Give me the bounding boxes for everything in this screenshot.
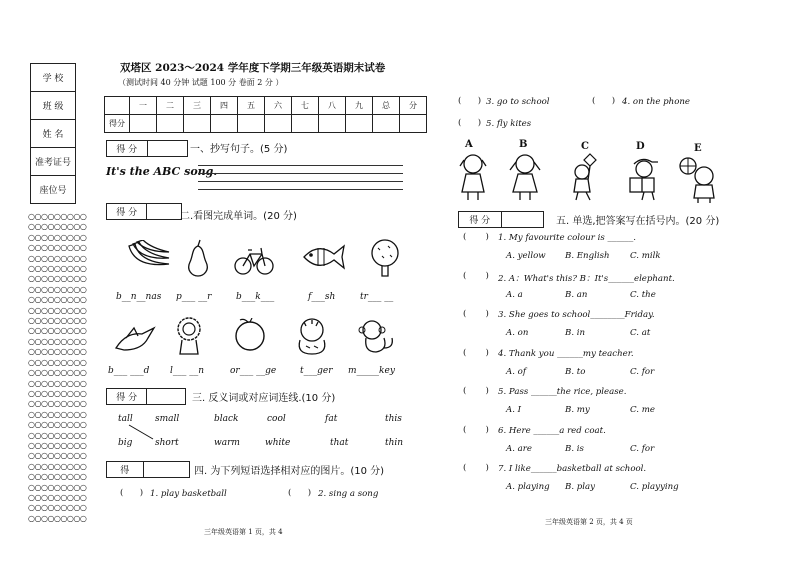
score-box-label: 得 分 xyxy=(459,212,502,227)
writing-line xyxy=(198,189,403,190)
question-text: 2. A：What's this? B：It's______elephant. xyxy=(498,273,675,284)
section5-heading: 五. 单选,把答案写在括号内。(20 分) xyxy=(556,216,720,227)
picture-letter: D xyxy=(636,141,645,152)
answer-paren[interactable]: ( ) xyxy=(288,488,312,498)
section2-heading: 二.看图完成单词。(20 分) xyxy=(180,211,297,222)
score-cell[interactable] xyxy=(238,115,265,133)
option-text: C. the xyxy=(630,289,656,300)
score-box xyxy=(106,140,188,157)
option-text: C. playying xyxy=(630,482,679,492)
word-blank: b___ ___d xyxy=(108,366,150,376)
score-table xyxy=(104,96,427,133)
answer-paren[interactable]: ( ) xyxy=(458,96,482,106)
footer-left: 三年级英语第 1 页，共 4 xyxy=(204,528,283,536)
antonym-word: that xyxy=(330,438,349,448)
score-cell[interactable] xyxy=(211,115,238,133)
option-text: C. milk xyxy=(630,251,661,261)
score-header-cell: 六 xyxy=(265,97,292,115)
score-header-cell: 总 xyxy=(373,97,400,115)
score-cell[interactable] xyxy=(292,115,319,133)
seal-line-dots: ○○○○○○○○○ ○○○○○○○○○ ○○○○○○○○○ ○○○○○○○○○ ○○○○○○○○○ ○○○○○○○○○ ○○○○○○○○○ ○○○○○○○○○ ○○○○○○○○○ ○○○○○○○○○ ○○○○○○○○○ ○○○○○○○○○ ○○○○○○○○○ ○○○○○○○○○ ○○○○○○○○○ ○○○○○○○○○ ○○○○○○○○○ ○○○○○○○○○ ○○○○○○○○○ ○○○○○○○○○ ○○○○○○○○○ ○○○○○○○○○ ○○○○○○○○○ ○○○○○○○○○ ○○○○○○○○○ ○○○○○○○○○ ○○○○○○○○○ ○○○○○○○○○ ○○○○○○○○○ ○○○○○○○○○ xyxy=(28,212,87,523)
word-blank: or___ __ge xyxy=(230,366,277,376)
score-cell[interactable] xyxy=(400,115,427,133)
word-blank: p___ __r xyxy=(176,292,212,302)
lion-picture xyxy=(172,316,206,356)
antonym-word: big xyxy=(118,438,133,448)
answer-paren[interactable]: ( ) xyxy=(458,118,482,128)
section4-heading: 四. 为下列短语选择相对应的图片。(10 分) xyxy=(194,466,385,477)
score-box-label: 得 分 xyxy=(107,389,147,404)
question-text: 6. Here ______a red coat. xyxy=(498,425,606,436)
boy-kite-picture xyxy=(566,152,606,202)
answer-paren[interactable]: ( ) xyxy=(463,270,489,281)
word-blank: b__n__nas xyxy=(116,292,162,302)
option-text: B. an xyxy=(565,289,588,300)
antonym-word: white xyxy=(265,438,291,448)
boy-basketball-picture xyxy=(678,156,722,204)
answer-paren[interactable]: ( ) xyxy=(463,386,489,396)
option-text: C. at xyxy=(630,328,651,338)
question-text: 7. I like______basketball at school. xyxy=(498,464,647,474)
option-text: A. a xyxy=(506,289,523,300)
girl-singing-picture xyxy=(508,152,542,202)
question-text: 1. My favourite colour is ______. xyxy=(498,233,636,243)
antonym-word: thin xyxy=(385,438,404,448)
score-header-cell: 八 xyxy=(319,97,346,115)
score-box-label: 得 分 xyxy=(107,141,148,156)
picture-letter: C xyxy=(581,141,589,152)
score-header-cell: 二 xyxy=(157,97,184,115)
writing-line xyxy=(198,181,403,182)
score-header-cell: 七 xyxy=(292,97,319,115)
phrase-item: 2. sing a song xyxy=(318,489,379,499)
option-text: C. for xyxy=(630,366,655,377)
picture-letter: A xyxy=(465,139,473,150)
option-text: C. me xyxy=(630,405,655,415)
score-header-cell: 一 xyxy=(130,97,157,115)
option-text: A. are xyxy=(506,443,532,454)
footer-right: 三年级英语第 2 页，共 4 页 xyxy=(545,518,633,526)
score-header-cell: 五 xyxy=(238,97,265,115)
word-blank: t___ger xyxy=(300,366,333,376)
tiger-picture xyxy=(292,316,332,356)
option-text: B. in xyxy=(565,328,586,338)
answer-paren[interactable]: ( ) xyxy=(463,309,489,319)
phrase-item: 1. play basketball xyxy=(150,489,227,499)
score-box xyxy=(458,211,544,228)
bananas-picture xyxy=(125,240,173,274)
section3-heading: 三. 反义词或对应词连线.(10 分) xyxy=(192,393,336,404)
option-text: A. of xyxy=(506,366,527,377)
word-blank: f___sh xyxy=(308,292,336,302)
answer-paren[interactable]: ( ) xyxy=(463,232,489,242)
phrase-item: 3. go to school xyxy=(486,97,550,107)
copy-sentence: It's the ABC song. xyxy=(106,165,218,178)
picture-letter: B xyxy=(519,139,528,150)
option-text: A. on xyxy=(506,328,529,338)
tree-picture xyxy=(368,238,402,278)
antonym-word: small xyxy=(155,414,180,424)
score-header-cell xyxy=(105,97,130,115)
score-box-label: 得 分 xyxy=(107,204,147,219)
seat-label: 座位号 xyxy=(39,186,67,196)
name-label: 姓 名 xyxy=(31,120,75,148)
word-blank: b___k___ xyxy=(236,292,275,302)
score-cell[interactable] xyxy=(130,115,157,133)
bird-picture xyxy=(112,324,158,356)
antonym-word: cool xyxy=(267,414,286,424)
page-subtitle: （测试时间 40 分钟 试题 100 分 卷面 2 分 ） xyxy=(118,78,284,87)
score-box xyxy=(106,461,190,478)
antonym-word: tall xyxy=(118,414,133,424)
answer-paren[interactable]: ( ) xyxy=(463,424,489,435)
option-text: B. English xyxy=(565,251,610,261)
score-box-label: 得 xyxy=(107,462,144,477)
question-text: 4. Thank you ______my teacher. xyxy=(498,348,634,359)
fish-picture xyxy=(300,240,348,274)
answer-paren[interactable]: ( ) xyxy=(463,463,489,473)
phrase-item: 5. fly kites xyxy=(486,119,532,129)
score-row-label: 得分 xyxy=(105,115,130,133)
score-box xyxy=(106,203,182,220)
class-label: 班 级 xyxy=(31,92,75,120)
score-header-cell: 四 xyxy=(211,97,238,115)
question-text: 3. She goes to school________Friday. xyxy=(498,310,655,320)
antonym-word: fat xyxy=(325,414,338,424)
score-header-cell: 三 xyxy=(184,97,211,115)
score-cell[interactable] xyxy=(184,115,211,133)
score-box xyxy=(106,388,186,405)
exam-id-label: 准考证号 xyxy=(31,148,75,176)
question-text: 5. Pass ______the rice, please. xyxy=(498,387,627,397)
option-text: A. I xyxy=(506,405,522,415)
orange-picture xyxy=(232,318,268,352)
writing-line xyxy=(198,165,403,166)
picture-letter: E xyxy=(694,143,702,154)
school-label: 学 校 xyxy=(31,64,75,92)
word-blank: m_____key xyxy=(348,366,395,376)
score-cell[interactable] xyxy=(319,115,346,133)
score-header-cell: 分 xyxy=(400,97,427,115)
option-text: B. my xyxy=(565,405,590,415)
student-info-box xyxy=(30,63,76,204)
score-header-cell: 九 xyxy=(346,97,373,115)
writing-line xyxy=(198,173,403,174)
antonym-word: short xyxy=(155,438,179,448)
pear-picture xyxy=(184,238,212,278)
option-text: B. play xyxy=(565,482,596,492)
answer-paren[interactable]: ( ) xyxy=(463,347,489,358)
score-cell[interactable] xyxy=(157,115,184,133)
answer-paren[interactable]: ( ) xyxy=(592,96,616,106)
girl-phone-picture xyxy=(456,152,490,202)
section1-heading: 一、抄写句子。(5 分) xyxy=(190,144,288,155)
score-cell[interactable] xyxy=(346,115,373,133)
antonym-word: this xyxy=(385,414,402,424)
phrase-item: 4. on the phone xyxy=(622,97,691,107)
option-text: A. yellow xyxy=(506,251,546,261)
antonym-word: black xyxy=(214,414,239,424)
word-blank: tr___ __ xyxy=(360,292,394,302)
score-cell[interactable] xyxy=(373,115,400,133)
boy-school-picture xyxy=(624,154,664,202)
answer-paren[interactable]: ( ) xyxy=(120,488,144,498)
bike-picture xyxy=(234,244,274,276)
score-cell[interactable] xyxy=(265,115,292,133)
page-title: 双塔区 2023～2024 学年度下学期三年级英语期末试卷 xyxy=(120,62,386,74)
option-text: B. is xyxy=(565,443,584,454)
antonym-word: warm xyxy=(214,438,240,448)
option-text: C. for xyxy=(630,443,655,454)
option-text: A. playing xyxy=(506,482,550,492)
monkey-picture xyxy=(356,318,396,356)
option-text: B. to xyxy=(565,366,586,377)
word-blank: l___ __n xyxy=(170,366,205,376)
